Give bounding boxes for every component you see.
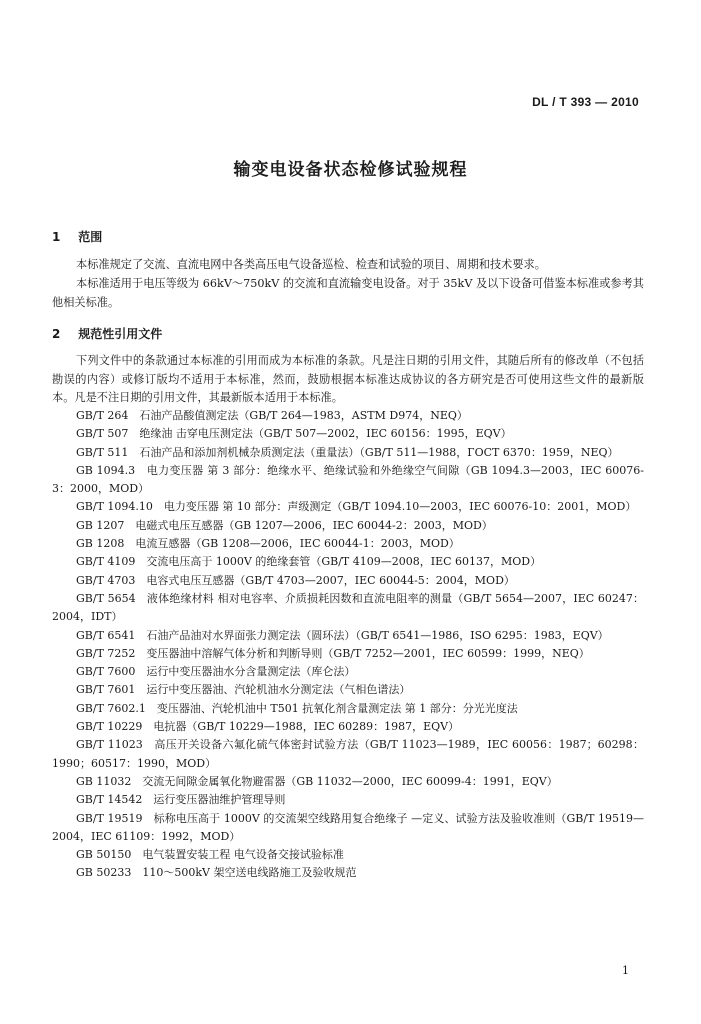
reference-item: GB/T 7601 运行中变压器油、汽轮机油水分测定法（气相色谱法）	[76, 683, 411, 697]
section-1-number: 1	[52, 230, 61, 244]
reference-item: GB 50233 110～500kV 架空送电线路施工及验收规范	[76, 866, 357, 880]
reference-item: GB 1207 电磁式电压互感器（GB 1207—2006，IEC 60044-2：2003，MOD）	[76, 518, 493, 532]
section-2-heading	[52, 325, 162, 342]
page-number: 1	[622, 964, 629, 977]
reference-item: GB/T 14542 运行变压器油维护管理导则	[76, 793, 286, 807]
reference-item: GB/T 7600 运行中变压器油水分含量测定法（库仑法）	[76, 665, 356, 679]
reference-item: GB/T 4109 交流电压高于 1000V 的绝缘套管（GB/T 4109—2008，IEC 60137，MOD）	[76, 555, 542, 569]
page-title: 输变电设备状态检修试验规程	[233, 160, 468, 180]
reference-item: GB/T 511 石油产品和添加剂机械杂质测定法（重量法）（GB/T 511—1988，ГОСТ 6370：1959，NEQ）	[76, 445, 619, 459]
section-1-paragraph: 本标准规定了交流、直流电网中各类高压电气设备巡检、检查和试验的项目、周期和技术要求。	[76, 258, 546, 271]
reference-item: GB/T 7602.1 变压器油、汽轮机油中 T501 抗氧化剂含量测定法 第 1 部分：分光光度法	[76, 701, 518, 715]
reference-item: GB/T 7252 变压器油中溶解气体分析和判断导则（GB/T 7252—2001，IEC 60599：1999，NEQ）	[76, 646, 590, 660]
reference-list	[52, 407, 644, 883]
reference-item: GB 1094.3 电力变压器 第 3 部分：绝缘水平、绝缘试验和外绝缘空气间隙（GB 1094.3—2003，IEC 60076-3：2000，MOD）	[52, 463, 644, 496]
section-2-number: 2	[52, 327, 61, 341]
section-2-title: 规范性引用文件	[78, 327, 163, 341]
reference-item: GB/T 507 绝缘油 击穿电压测定法（GB/T 507—2002，IEC 60156：1995，EQV）	[76, 427, 512, 441]
reference-item: GB 11032 交流无间隙金属氧化物避雷器（GB 11032—2000，IEC 60099-4：1991，EQV）	[76, 774, 558, 788]
reference-item: GB/T 1094.10 电力变压器 第 10 部分：声级测定（GB/T 1094.10—2003，IEC 60076-10：2001，MOD）	[76, 500, 637, 514]
reference-item: GB/T 5654 液体绝缘材料 相对电容率、介质损耗因数和直流电阻率的测量（GB/T 5654—2007，IEC 60247：2004，IDT）	[52, 591, 644, 624]
reference-item: GB 50150 电气装置安装工程 电气设备交接试验标准	[76, 848, 344, 862]
reference-item: GB/T 264 石油产品酸值测定法（GB/T 264—1983，ASTM D974，NEQ）	[76, 409, 468, 422]
document-code: DL / T 393 — 2010	[532, 95, 639, 109]
reference-item: GB/T 10229 电抗器（GB/T 10229—1988，IEC 60289：1987，EQV）	[76, 720, 460, 734]
reference-item: GB/T 4703 电容式电压互感器（GB/T 4703—2007，IEC 60044-5：2004，MOD）	[76, 573, 515, 587]
section-1-title: 范围	[78, 230, 103, 244]
section-1-heading	[52, 228, 102, 245]
reference-item: GB/T 19519 标称电压高于 1000V 的交流架空线路用复合绝缘子 —定义、试验方法及验收准则（GB/T 19519—2004，IEC 61109：1992，MOD）	[52, 811, 644, 843]
reference-item: GB 1208 电流互感器（GB 1208—2006，IEC 60044-1：2003，MOD）	[76, 537, 460, 551]
reference-item: GB/T 6541 石油产品油对水界面张力测定法（圆环法）（GB/T 6541—1986，ISO 6295：1983，EQV）	[76, 628, 609, 642]
reference-item: GB/T 11023 高压开关设备六氟化硫气体密封试验方法（GB/T 11023—1989，IEC 60056：1987；60298：1990；60517：1990，MOD）	[52, 738, 644, 770]
section-2-intro: 下列文件中的条款通过本标准的引用而成为本标准的条款。凡是注日期的引用文件，其随后所有的修改单（不包括勘误的内容）或修订版均不适用于本标准，然而，鼓励根据本标准达成协议的各方研究是否可使用这些文件的最新版本。凡是不注日期的引用文件，其最新版本适用于本标准。	[52, 354, 644, 404]
section-1-paragraph: 本标准适用于电压等级为 66kV～750kV 的交流和直流输变电设备。对于 35kV 及以下设备可借鉴本标准或参考其他相关标准。	[52, 277, 644, 309]
